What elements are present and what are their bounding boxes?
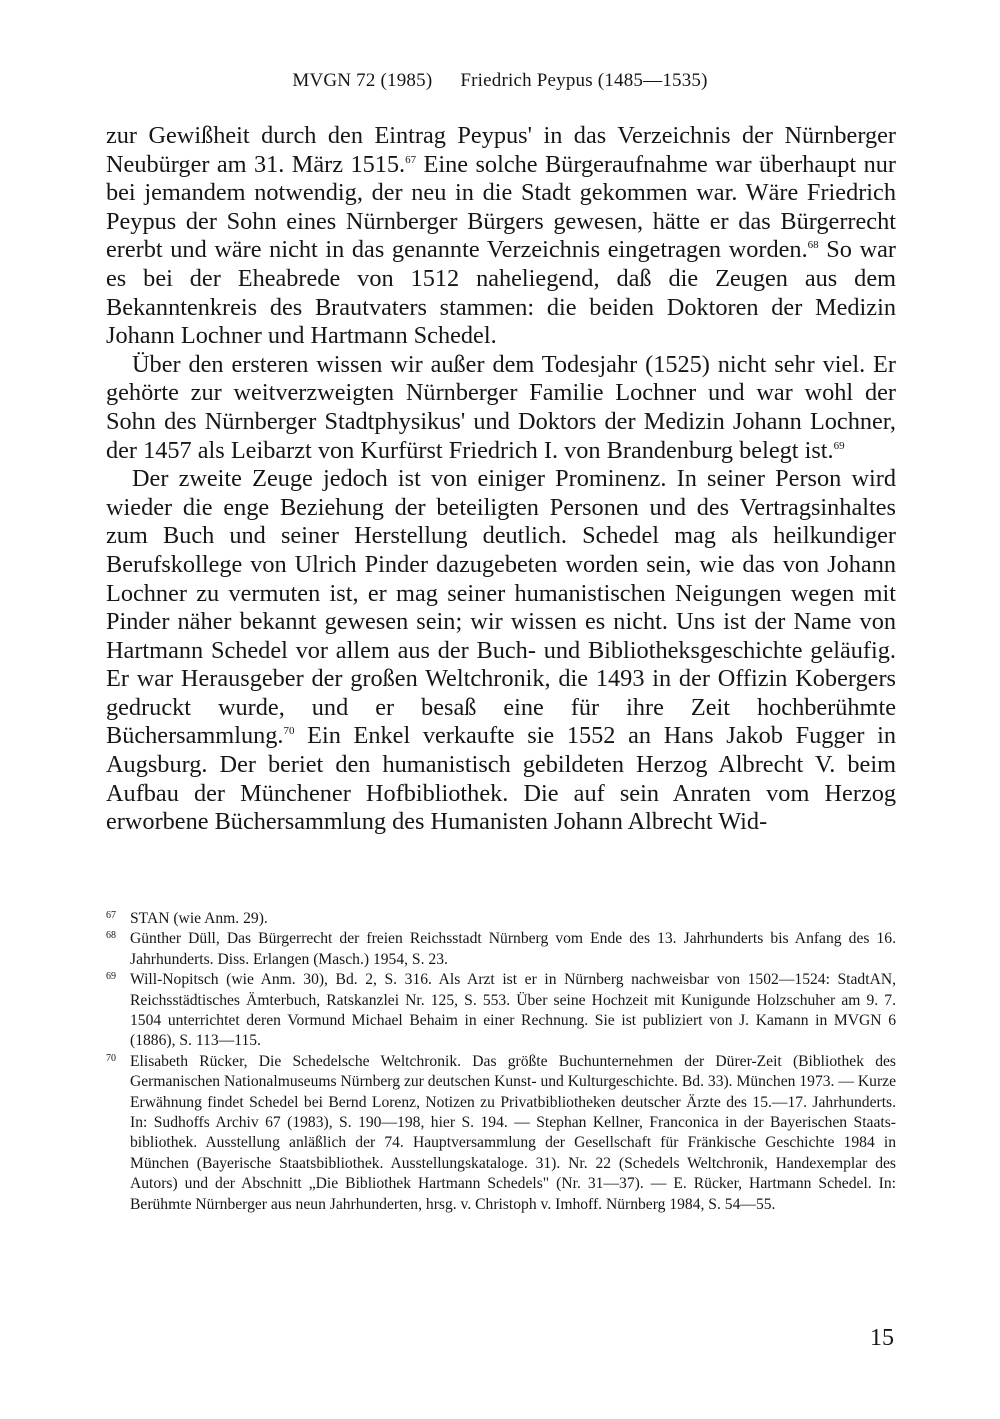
paragraph: [106, 351, 896, 465]
footnote-number: 68: [106, 930, 116, 942]
footnote-reference[interactable]: 68: [807, 239, 819, 252]
footnote-reference[interactable]: 69: [833, 439, 845, 452]
footnotes: [106, 909, 896, 1215]
paragraph-text: zur Gewißheit durch den Eintrag Peypus' in das Verzeichnis der Nürnberger Neubürger am 31. März 1515.: [106, 122, 896, 178]
paragraph-text: Ein Enkel verkaufte sie 1552 an Hans Jakob Fugger in Augsburg. Der beriet den humanistisch gebildeten Herzog Albrecht V. beim Aufbau der Münchener Hofbibliothek. Die auf sein Anraten vom Herzog erworbene Büchersammlung des Humanisten Johann Albrecht Wid-: [106, 722, 896, 836]
footnote-text: Will-Nopitsch (wie Anm. 30), Bd. 2, S. 316. Als Arzt ist er in Nürnberg nachweisbar von 1502—1524: StadtAN, Reichsstädtisches Ämterbuch, Ratskanzlei Nr. 125, S. 553. Über seine Hochzeit mit Kunigunde Holzschuher am 9. 7. 1504 unterrichtet deren Vormund Michael Behaim in einer Rechnung. Sie ist publiziert von J. Kamann in MVGN 6 (1886), S. 113—115.: [130, 971, 896, 1050]
paragraph-text: Über den ersteren wissen wir außer dem Todesjahr (1525) nicht sehr viel. Er gehörte zur weitverzweigten Nürnberger Familie Lochner und war wohl der Sohn des Nürnberger Stadtphysikus' und Doktors der Medizin Johann Lochner, der 1457 als Leibarzt von Kurfürst Friedrich I. von Brandenburg belegt ist.: [106, 350, 896, 464]
footnote-text: Elisabeth Rücker, Die Schedelsche Weltchronik. Das größte Buchunternehmen der Dürer-Zeit (Bibliothek des Germanischen Nationalmuseums Nürnberg zur deutschen Kunst- und Kulturgeschichte. Bd. 33). München 1973. — Kurze Erwähnung findet Schedel bei Bernd Lorenz, Notizen zu Privatbibliotheken deutscher Ärzte des 15.—17. Jahrhunderts. In: Sudhoffs Archiv 67 (1983), S. 190—198, hier S. 194. — Stephan Kellner, Franconica in der Bayerischen Staatsbibliothek. Ausstellung anläßlich der 74. Hauptversammlung der Gesellschaft für Fränkische Geschichte 1984 in München (Bayerische Staatsbibliothek. Ausstellungskataloge. 31). Nr. 22 (Schedels Weltchronik, Handexemplar des Autors) und der Abschnitt „Die Bibliothek Hartmann Schedels" (Nr. 31—37). — E. Rücker, Hartmann Schedel. In: Berühmte Nürnberger aus neun Jahrhunderten, hrsg. v. Christoph v. Imhoff. Nürnberg 1984, S. 54—55.: [130, 1052, 896, 1213]
running-head: [0, 70, 1000, 92]
footnote: [106, 929, 896, 970]
footnote-number: 67: [106, 910, 116, 921]
paragraph-text: Eine solche Bürgeraufnahme war überhaupt nur bei jemandem notwendig, der neu in die Stadt gekommen war. Wäre Friedrich Peypus der Sohn eines Nürnberger Bürgers gewesen, hätte er das Bürgerrecht ererbt und wäre nicht in das genannte Verzeichnis eingetragen worden.: [106, 150, 896, 264]
footnote-reference[interactable]: 67: [405, 153, 417, 166]
footnote-number: 69: [106, 971, 116, 983]
footnote: [106, 970, 896, 1052]
page-number: 15: [870, 1325, 894, 1351]
running-head-title: Friedrich Peypus (1485—1535): [460, 70, 708, 91]
footnote-reference[interactable]: 70: [283, 725, 295, 738]
footnote-text: STAN (wie Anm. 29).: [130, 910, 268, 927]
footnote: [106, 1052, 896, 1215]
footnote-text: Günther Düll, Das Bürgerrecht der freien Reichsstadt Nürnberg vom Ende des 13. Jahrhunderts bis Anfang des 16. Jahrhunderts. Diss. Erlangen (Masch.) 1954, S. 23.: [130, 930, 896, 968]
footnote-number: 70: [106, 1052, 116, 1064]
paragraph-text: So war es bei der Eheabrede von 1512 naheliegend, daß die Zeugen aus dem Bekanntenkreis des Brautvaters stammen: die beiden Doktoren der Medizin Johann Lochner und Hartmann Schedel.: [106, 236, 896, 350]
running-head-journal: MVGN 72 (1985): [292, 70, 433, 91]
main-text: [106, 122, 896, 837]
paragraph: [106, 122, 896, 351]
paragraph: [106, 465, 896, 837]
footnote: [106, 909, 896, 929]
paragraph-text: Der zweite Zeuge jedoch ist von einiger Prominenz. In seiner Person wird wieder die enge Beziehung der beteiligten Personen und des Vertragsinhaltes zum Buch und seiner Herstellung deutlich. Schedel mag als heilkundiger Berufskollege von Ulrich Pinder dazugebeten worden sein, wie das von Johann Lochner zu vermuten ist, er mag seiner humanistischen Neigungen wegen mit Pinder näher bekannt gewesen sein; wir wissen es nicht. Uns ist der Name von Hartmann Schedel vor allem aus der Buch- und Bibliotheksgeschichte geläufig. Er war Herausgeber der großen Weltchronik, die 1493 in der Offizin Kobergers gedruckt wurde, und er besaß eine für ihre Zeit hochberühmte Büchersammlung.: [106, 465, 896, 750]
